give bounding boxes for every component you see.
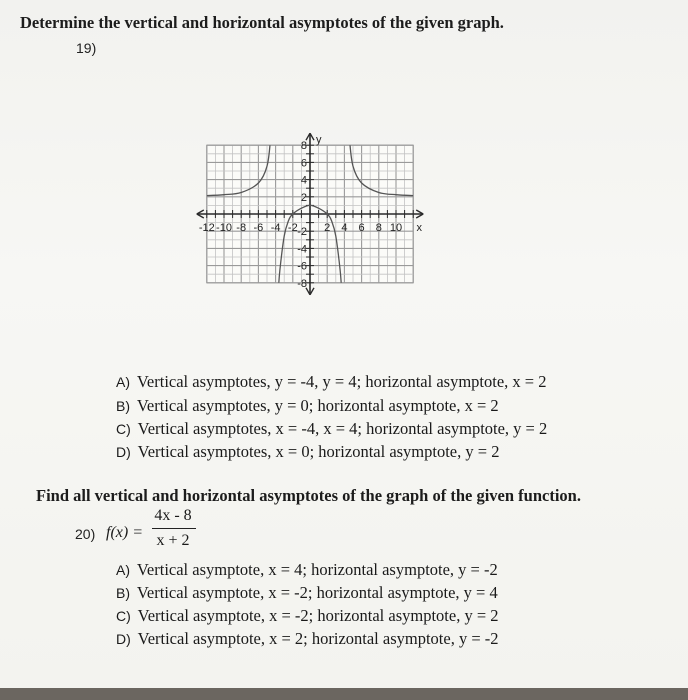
- choice-text: Vertical asymptote, x = 4; horizontal asymptote, y = -2: [136, 560, 498, 579]
- q20-choice-b[interactable]: [116, 583, 498, 603]
- question-19-heading: Determine the vertical and horizontal asymptotes of the given graph.: [20, 13, 504, 32]
- choice-text: Vertical asymptote, x = -2; horizontal asymptote, y = 4: [136, 583, 498, 602]
- x-tick-label: -10: [216, 222, 232, 234]
- y-tick-label: 6: [300, 157, 307, 170]
- x-tick-label: 10: [389, 222, 403, 234]
- choice-letter: D): [116, 631, 131, 647]
- question-20-heading: Find all vertical and horizontal asymptotes of the graph of the given function.: [36, 486, 581, 505]
- q19-choice-a[interactable]: [116, 372, 546, 392]
- function-lhs: f(x) =: [106, 524, 143, 541]
- choice-text: Vertical asymptotes, y = -4, y = 4; horizontal asymptote, x = 2: [136, 372, 547, 391]
- choice-text: Vertical asymptote, x = 2; horizontal asymptote, y = -2: [137, 629, 499, 648]
- choice-letter: B): [116, 585, 130, 601]
- choice-letter: C): [116, 421, 131, 437]
- y-tick-label: 4: [300, 174, 307, 187]
- choice-letter: A): [116, 374, 130, 390]
- q20-choice-d[interactable]: [116, 629, 499, 649]
- x-tick-label: 4: [341, 222, 348, 234]
- x-tick-label: 2: [324, 222, 331, 234]
- y-tick-label: 8: [300, 140, 307, 153]
- y-tick-label: -6: [297, 260, 307, 273]
- x-axis-label: x: [416, 222, 422, 234]
- x-tick-label: -6: [253, 222, 264, 234]
- choice-text: Vertical asymptotes, x = 0; horizontal asymptote, y = 2: [137, 442, 500, 461]
- choice-letter: D): [116, 444, 131, 460]
- q20-choice-a[interactable]: [116, 560, 498, 580]
- choice-letter: B): [116, 398, 130, 414]
- y-tick-label: -2: [297, 226, 307, 239]
- question-20-number: 20): [75, 526, 96, 542]
- fraction-numerator: 4x - 8: [154, 507, 192, 524]
- x-tick-label: -4: [270, 222, 281, 234]
- q19-choice-b[interactable]: [116, 396, 499, 416]
- x-tick-label: -12: [198, 222, 215, 234]
- x-tick-label: 8: [375, 222, 382, 234]
- y-tick-label: -4: [297, 243, 307, 256]
- choice-letter: C): [116, 608, 131, 624]
- x-tick-label: -8: [236, 222, 247, 234]
- choice-text: Vertical asymptotes, y = 0; horizontal asymptote, x = 2: [136, 396, 499, 415]
- choice-letter: A): [116, 562, 130, 578]
- fraction-bar: [152, 528, 196, 529]
- fraction-denominator: x + 2: [156, 532, 190, 549]
- x-tick-label: 6: [358, 222, 365, 234]
- choice-text: Vertical asymptotes, x = -4, x = 4; horizontal asymptote, y = 2: [137, 419, 548, 438]
- q20-choice-c[interactable]: [116, 606, 499, 626]
- y-tick-label: 2: [300, 191, 307, 204]
- q19-choice-c[interactable]: [116, 419, 547, 439]
- y-tick-label: -8: [297, 277, 307, 290]
- choice-text: Vertical asymptote, x = -2; horizontal asymptote, y = 2: [137, 606, 499, 625]
- x-tick-label: -2: [287, 222, 298, 234]
- q19-choice-d[interactable]: [116, 442, 499, 462]
- question-19-number: 19): [76, 40, 97, 56]
- y-axis-label: y: [316, 134, 322, 147]
